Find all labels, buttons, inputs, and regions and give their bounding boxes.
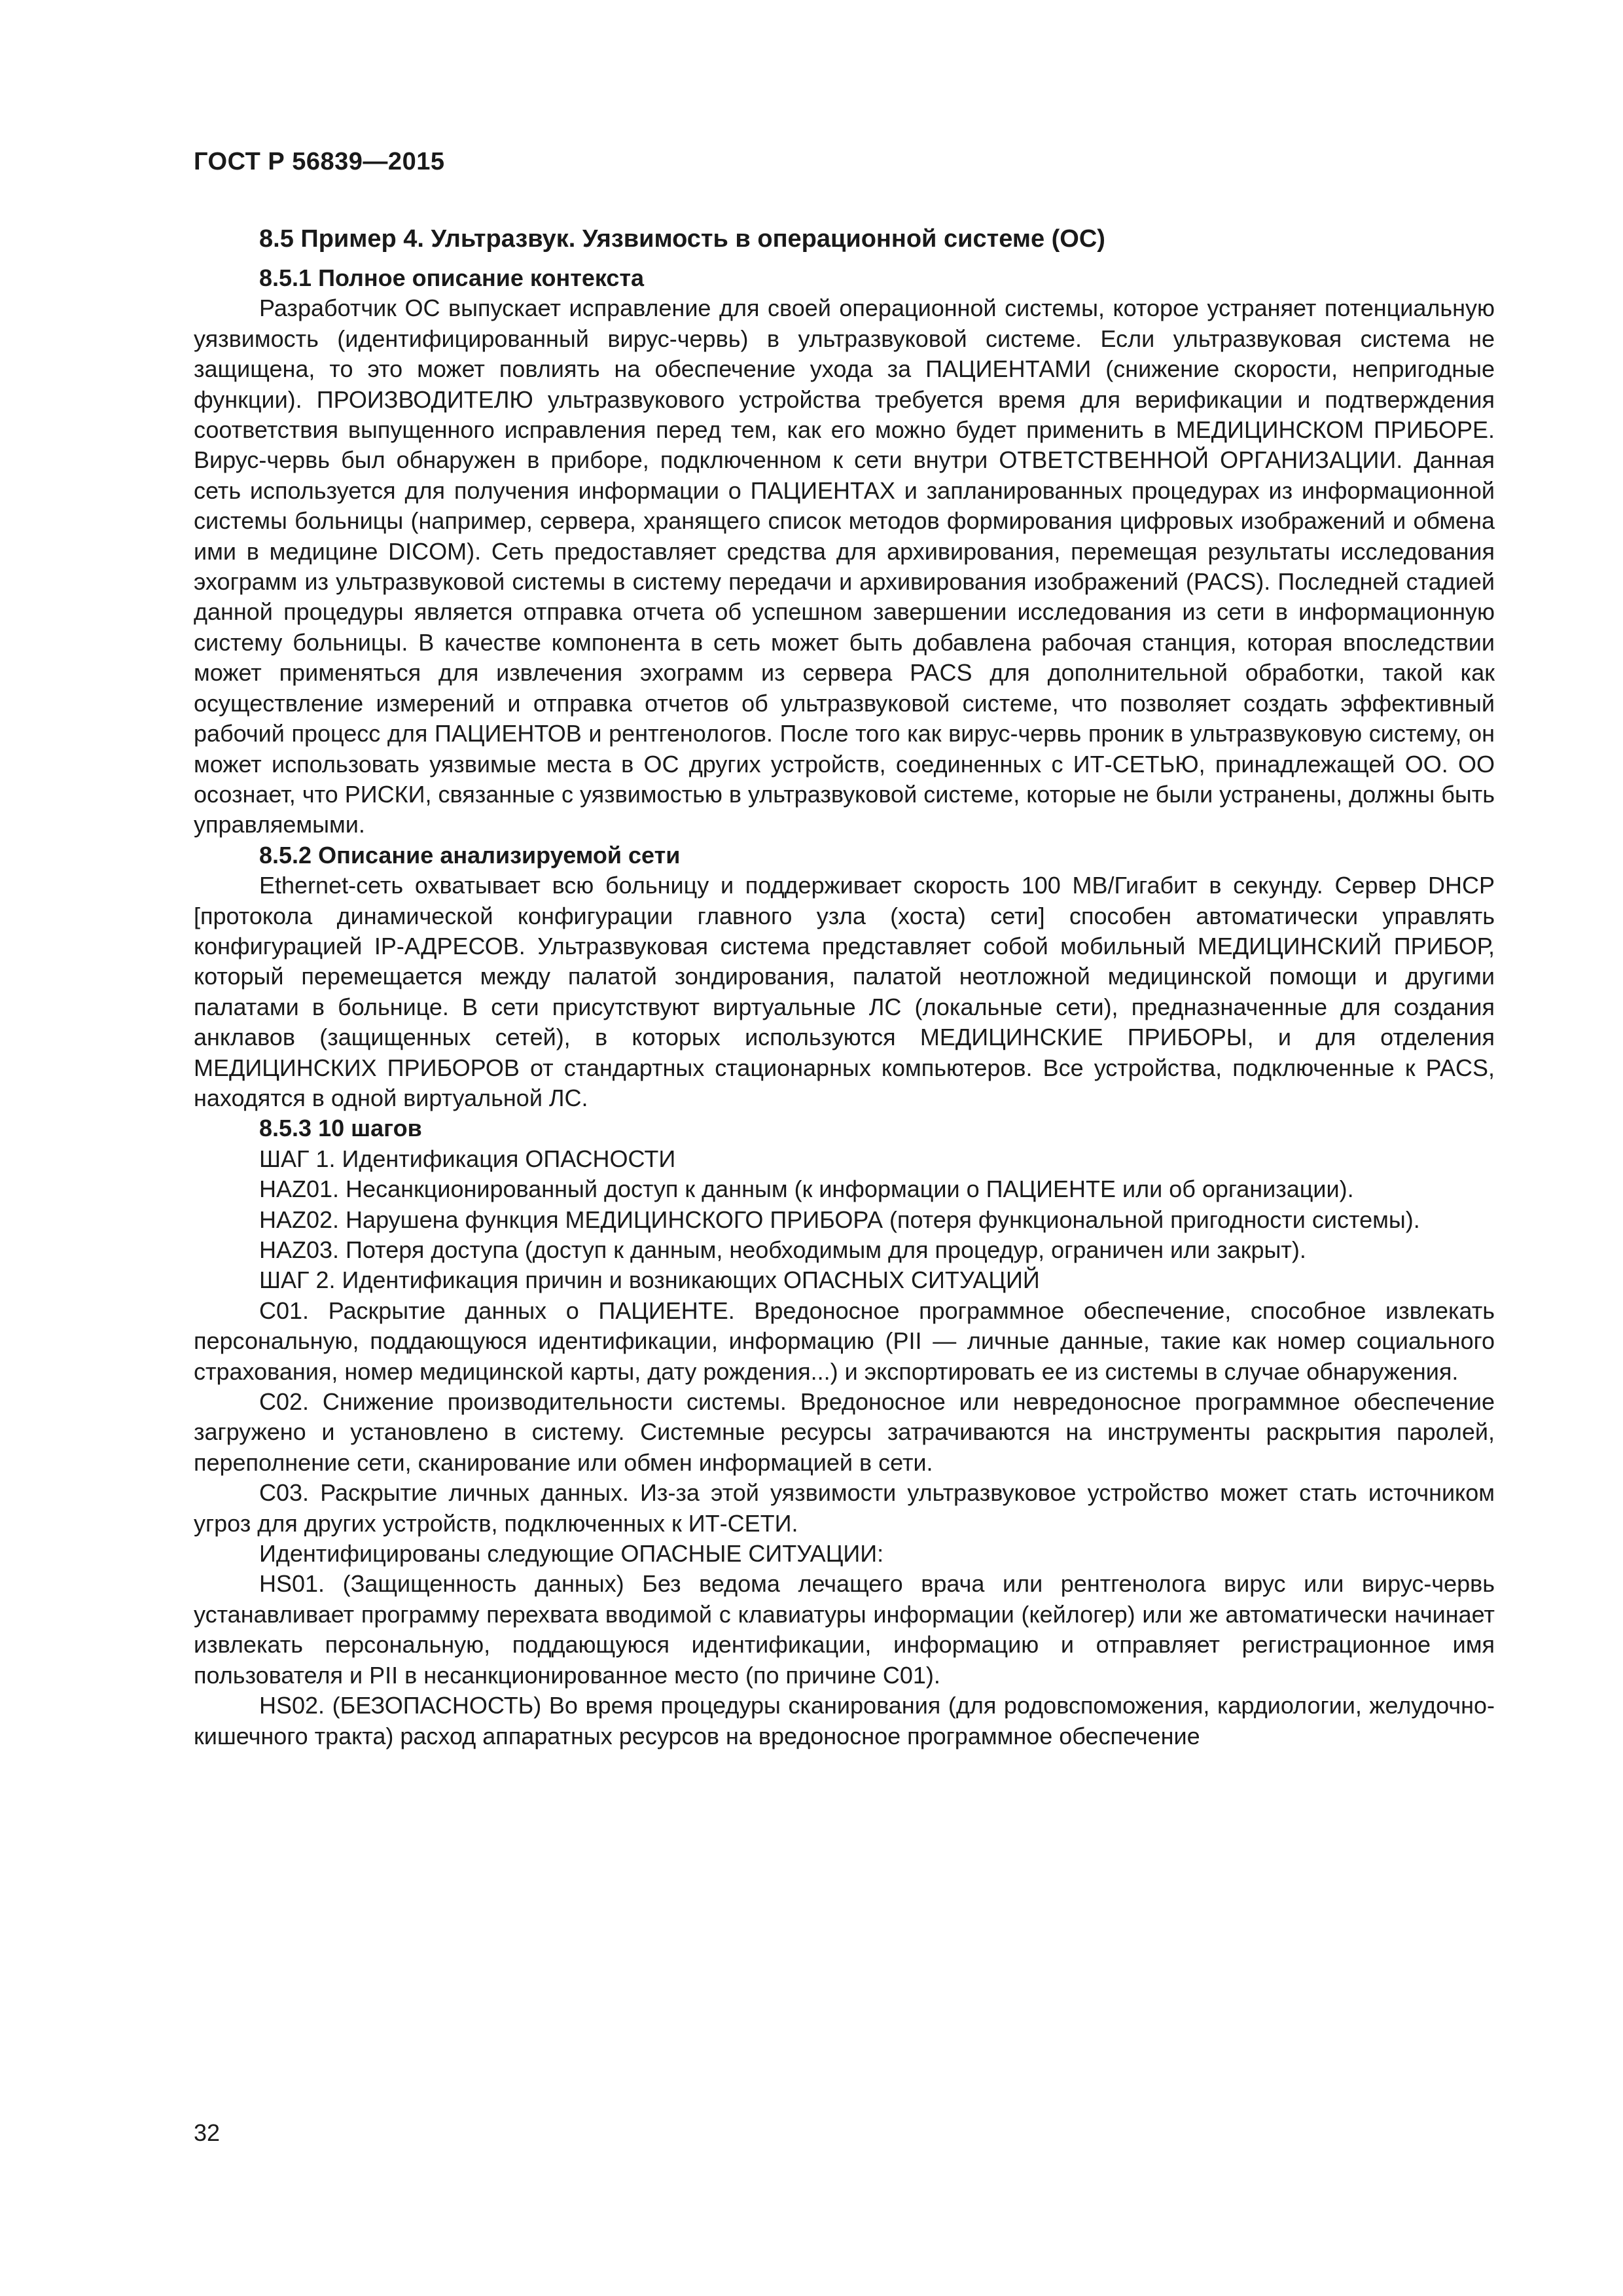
hazard-haz02: HAZ02. Нарушена функция МЕДИЦИНСКОГО ПРИБОРА (потеря функциональной пригодности системы). xyxy=(259,1206,1420,1233)
page-number: 32 xyxy=(194,2119,221,2146)
step-2: ШАГ 2. Идентификация причин и возникающих ОПАСНЫХ СИТУАЦИЙ xyxy=(259,1266,1040,1294)
identified-situations: Идентифицированы следующие ОПАСНЫЕ СИТУАЦИИ: xyxy=(259,1540,884,1568)
step-1: ШАГ 1. Идентификация ОПАСНОСТИ xyxy=(259,1145,676,1172)
subsection-title-network: 8.5.2 Описание анализируемой сети xyxy=(259,841,681,869)
subsection-title-steps: 8.5.3 10 шагов xyxy=(259,1115,422,1142)
hazard-haz03: HAZ03. Потеря доступа (доступ к данным, необходимым для процедур, ограничен или закрыт). xyxy=(259,1236,1306,1263)
cause-c02: С02. Снижение производительности системы. Вредоносное или невредоносное программное обеспечение загружено и установлено в систему. Системные ресурсы затрачиваются на инструменты раскрытия паролей, переполнение сети, сканирование или обмен информацией в сети. xyxy=(194,1388,1495,1476)
situation-hs02: HS02. (БЕЗОПАСНОСТЬ) Во время процедуры сканирования (для родовспоможения, кардиологии, желудочно-кишечного тракта) расход аппаратных ресурсов на вредоносное программное обеспечение xyxy=(194,1692,1495,1749)
document-body xyxy=(194,223,1495,1751)
cause-c01: С01. Раскрытие данных о ПАЦИЕНТЕ. Вредоносное программное обеспечение, способное извлекать персональную, поддающуюся идентификации, информацию (PII — личные данные, такие как номер социального страхования, номер медицинской карты, дату рождения...) и экспортировать ее из системы в случае обнаружения. xyxy=(194,1297,1495,1385)
section-title: 8.5 Пример 4. Ультразвук. Уязвимость в операционной системе (ОС) xyxy=(259,225,1105,253)
document-code: ГОСТ Р 56839—2015 xyxy=(194,148,445,175)
situation-hs01: HS01. (Защищенность данных) Без ведома лечащего врача или рентгенолога вирус или вирус-червь устанавливает программу перехвата вводимой с клавиатуры информации (кейлогер) или же автоматически начинает извлекать персональную, поддающуюся идентификации, информацию и отправляет регистрационное имя пользователя и PII в несанкционированное место (по причине С01). xyxy=(194,1570,1495,1689)
paragraph-context: Разработчик ОС выпускает исправление для своей операционной системы, которое устраняет потенциальную уязвимость (идентифицированный вирус-червь) в ультразвуковой системе. Если ультразвуковая система не защищена, то это может повлиять на обеспечение ухода за ПАЦИЕНТАМИ (снижение скорости, непригодные функции). ПРОИЗВОДИТЕЛЮ ультразвукового устройства требуется время для верификации и подтверждения соответствия выпущенного исправления перед тем, как его можно будет применить в МЕДИЦИНСКОМ ПРИБОРЕ. Вирус-червь был обнаружен в приборе, подключенном к сети внутри ОТВЕТСТВЕННОЙ ОРГАНИЗАЦИИ. Данная сеть используется для получения информации о ПАЦИЕНТАХ и запланированных процедурах из информационной системы больницы (например, сервера, хранящего список методов формирования цифровых изображений и обмена ими в медицине DICOM). Сеть предоставляет средства для архивирования, перемещая результаты исследования эхограмм из ультразвуковой системы в систему передачи и архивирования изображений (PACS). Последней стадией данной процедуры является отправка отчета об успешном завершении исследования из сети в информационную систему больницы. В качестве компонента в сеть может быть добавлена рабочая станция, которая впоследствии может применяться для извлечения эхограмм из сервера PACS для дополнительной обработки, такой как осуществление измерений и отправка отчетов об ультразвуковой системе, что позволяет создать эффективный рабочий процесс для ПАЦИЕНТОВ и рентгенологов. После того как вирус-червь проник в ультразвуковую систему, он может использовать уязвимые места в ОС других устройств, соединенных с ИТ-СЕТЬЮ, принадлежащей ОО. ОО осознает, что РИСКИ, связанные с уязвимостью в ультразвуковой системе, которые не были устранены, должны быть управляемыми. xyxy=(194,295,1495,838)
hazard-haz01: HAZ01. Несанкционированный доступ к данным (к информации о ПАЦИЕНТЕ или об организации). xyxy=(259,1175,1354,1203)
cause-c03: С03. Раскрытие личных данных. Из-за этой уязвимости ультразвуковое устройство может стать источником угроз для других устройств, подключенных к ИТ-СЕТИ. xyxy=(194,1479,1495,1537)
subsection-title-context: 8.5.1 Полное описание контекста xyxy=(259,264,645,291)
paragraph-network: Ethernet-сеть охватывает всю больницу и поддерживает скорость 100 МВ/Гигабит в секунду. Сервер DHCP [протокола динамической конфигурации главного узла (хоста) сети] способен автоматически управлять конфигурацией IP-АДРЕСОВ. Ультразвуковая система представляет собой мобильный МЕДИЦИНСКИЙ ПРИБОР, который перемещается между палатой зондирования, палатой неотложной медицинской помощи и другими палатами в больнице. В сети присутствуют виртуальные ЛС (локальные сети), предназначенные для создания анклавов (защищенных сетей), в которых используются МЕДИЦИНСКИЕ ПРИБОРЫ, и для отделения МЕДИЦИНСКИХ ПРИБОРОВ от стандартных стационарных компьютеров. Все устройства, подключенные к PACS, находятся в одной виртуальной ЛС. xyxy=(194,872,1495,1111)
